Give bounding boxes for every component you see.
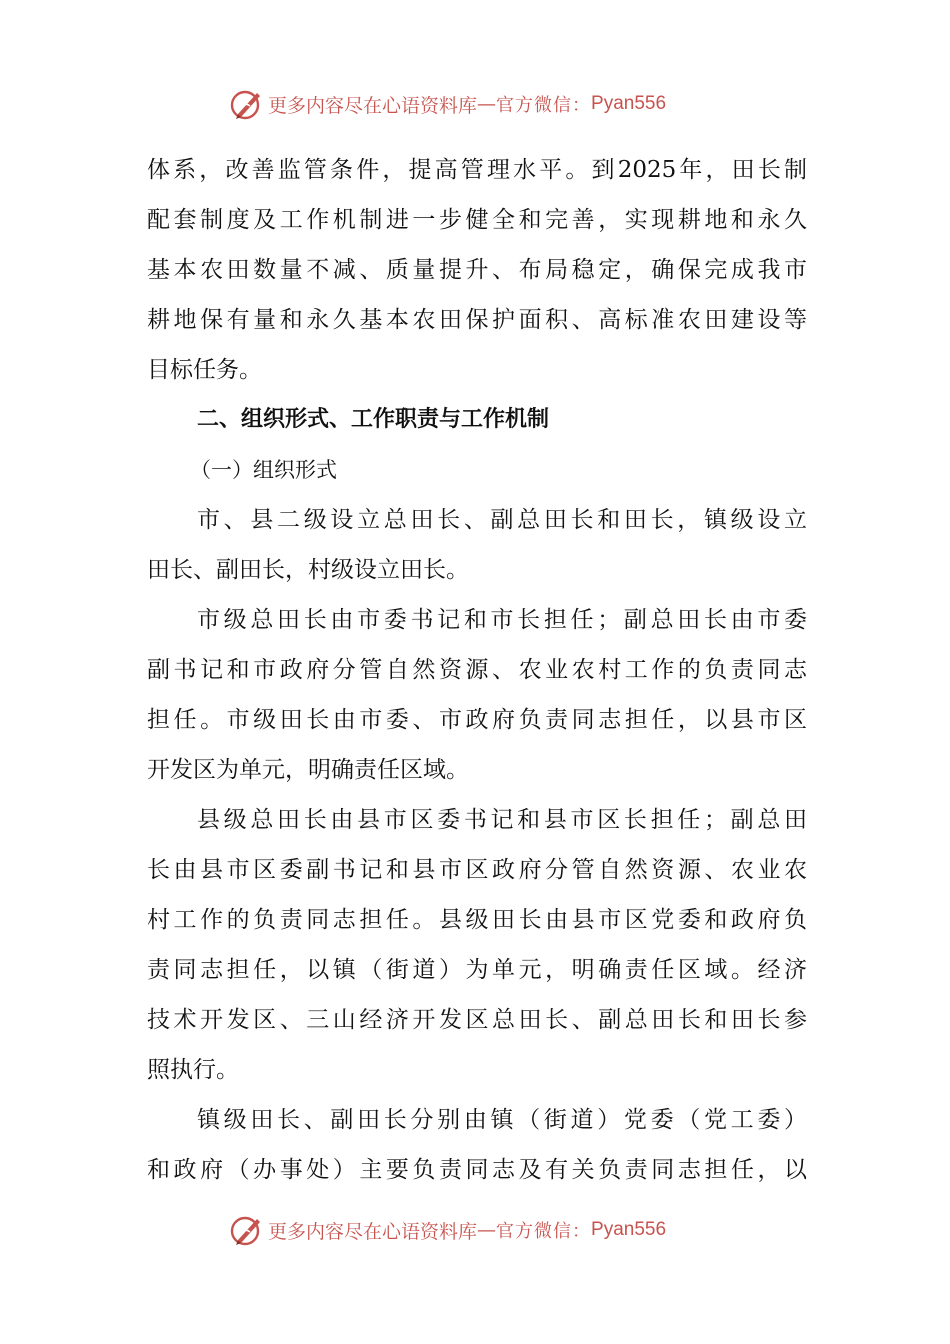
body-line: 市、县二级设立总田长、副总田长和田长，镇级设立	[197, 507, 807, 533]
body-line: 基本农田数量不减、质量提升、布局稳定，确保完成我市	[147, 257, 807, 283]
header-wechat-label: 官方微信：	[496, 95, 592, 116]
body-line: 县级总田长由县市区委书记和县市区长担任；副总田	[197, 807, 807, 833]
body-line: 目标任务。	[147, 357, 262, 383]
subsection-heading: （一）组织形式	[190, 458, 337, 482]
body-line: 责同志担任，以镇（街道）为单元，明确责任区域。经济	[147, 957, 807, 983]
body-line: 市级总田长由市委书记和市长担任；副总田长由市委	[197, 607, 807, 633]
body-line: 镇级田长、副田长分别由镇（街道）党委（党工委）	[197, 1107, 807, 1133]
footer-wechat-label: 官方微信：	[496, 1221, 592, 1242]
footer-brand-text: 更多内容尽在心语资料库	[268, 1220, 478, 1243]
body-line: 耕地保有量和永久基本农田保护面积、高标准农田建设等	[147, 307, 807, 333]
header-brand-text: 更多内容尽在心语资料库	[268, 94, 478, 117]
footer-separator: —	[477, 1219, 497, 1241]
footer-wechat-id: Pyan556	[591, 1219, 667, 1240]
body-line: 体系，改善监管条件，提高管理水平。到2025年，田长制	[147, 157, 807, 183]
body-line: 田长、副田长，村级设立田长。	[147, 557, 469, 583]
body-line: 技术开发区、三山经济开发区总田长、副总田长和田长参	[147, 1007, 807, 1033]
body-line: 和政府（办事处）主要负责同志及有关负责同志担任，以	[147, 1157, 807, 1183]
body-line: 副书记和市政府分管自然资源、农业农村工作的负责同志	[147, 657, 807, 683]
body-line: 照执行。	[147, 1057, 239, 1083]
body-line: 担任。市级田长由市委、市政府负责同志担任，以县市区	[147, 707, 807, 733]
header-wechat-id: Pyan556	[591, 93, 667, 114]
body-line: 长由县市区委副书记和县市区政府分管自然资源、农业农	[147, 857, 807, 883]
footer-watermark	[0, 1210, 950, 1250]
header-watermark	[0, 84, 950, 124]
pen-logo-icon	[230, 1213, 264, 1247]
body-line: 村工作的负责同志担任。县级田长由县市区党委和政府负	[147, 907, 807, 933]
pen-logo-icon	[230, 87, 264, 121]
body-line: 开发区为单元，明确责任区域。	[147, 757, 469, 783]
section-heading: 二、组织形式、工作职责与工作机制	[197, 407, 550, 432]
header-separator: —	[477, 93, 497, 115]
body-line: 配套制度及工作机制进一步健全和完善，实现耕地和永久	[147, 207, 807, 233]
